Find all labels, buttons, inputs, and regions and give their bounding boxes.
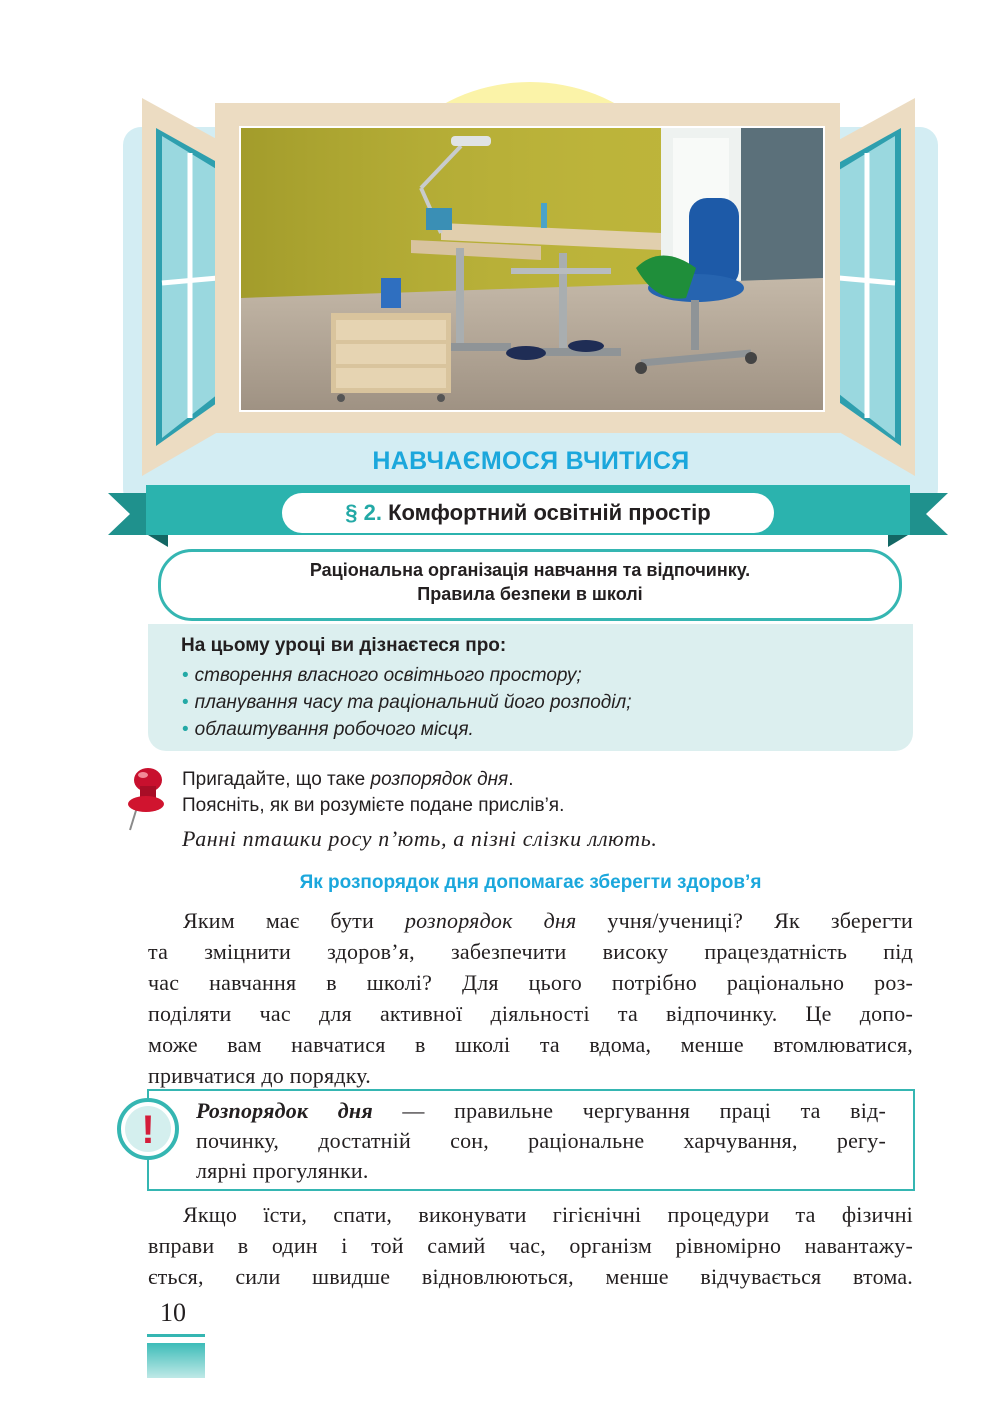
- term-italic: розпорядок дня: [404, 908, 577, 933]
- study-desk-illustration: [241, 128, 823, 410]
- definition-text: [196, 1096, 886, 1186]
- exclamation-icon: [116, 1097, 180, 1161]
- paragraph-title-text: Комфортний освітній простір: [388, 500, 711, 525]
- recall-term: розпорядок дня: [370, 769, 509, 790]
- recall-prompt: Пригадайте, що таке розпорядок дня.: [182, 769, 514, 790]
- body-paragraph-2: [148, 1199, 913, 1292]
- objective-item: • облаштування робочого місця.: [182, 719, 474, 740]
- paragraph-number: § 2.: [345, 500, 382, 525]
- text-line: Яким має бути розпорядок дня учня/учениці? Як зберегти: [183, 908, 913, 933]
- bullet-dot: •: [182, 665, 189, 686]
- definition-term: Розпорядок дня: [196, 1098, 373, 1123]
- text-line: лярні прогулянки.: [196, 1158, 369, 1183]
- subtitle-line-1: Раціональна організація навчання та відпочинку.: [309, 560, 751, 580]
- text-line: починку, достатній сон, раціональне харчування, регу-: [196, 1128, 886, 1153]
- page-number: 10: [160, 1298, 186, 1327]
- lesson-subtitle: [158, 549, 902, 621]
- text-line: поділяти час для активної діяльності та відпочинку. Це допо-: [148, 1001, 913, 1026]
- bullet-dot: •: [182, 692, 189, 713]
- text-line: може вам навчатися в школі та вдома, менше втомлюватися,: [148, 1032, 913, 1057]
- section-heading: НАВЧАЄМОСЯ ВЧИТИСЯ: [372, 447, 690, 475]
- page-number-rule: [147, 1334, 205, 1337]
- push-pin-icon: [126, 764, 170, 834]
- lesson-objectives-box: [148, 624, 913, 751]
- text-line: вправи в один і той самий час, організм рівномірно навантажу-: [148, 1233, 913, 1258]
- proverb-prompt: Поясніть, як ви розумієте подане прислів’я.: [182, 795, 565, 816]
- bullet-dot: •: [182, 719, 189, 740]
- text-line: Якщо їсти, спати, виконувати гігієнічні процедури та фізичні: [183, 1202, 913, 1227]
- objective-item: • планування часу та раціональний його розподіл;: [182, 692, 632, 713]
- text-line: привчатися до порядку.: [148, 1063, 371, 1088]
- body-paragraph-1: [148, 905, 913, 1091]
- text-line: Розпорядок дня — правильне чергування праці та від-: [196, 1098, 886, 1123]
- objective-item: • створення власного освітнього простору;: [182, 665, 582, 686]
- proverb: Ранні пташки росу п’ють, а пізні слізки ллють.: [182, 826, 658, 851]
- objectives-heading: На цьому уроці ви дізнаєтеся про:: [181, 635, 507, 656]
- study-desk-photo: [239, 126, 825, 412]
- paragraph-title: [282, 493, 774, 533]
- page-color-tab: [147, 1343, 205, 1378]
- text-line: та зміцнити здоров’я, забезпечити високу працездатність під: [148, 939, 913, 964]
- subsection-heading: Як розпорядок дня допомагає зберегти здоров’я: [299, 872, 762, 893]
- exclamation-mark: !: [141, 1108, 155, 1152]
- text-line: ється, сили швидше відновлюються, менше відчувається втома.: [148, 1264, 913, 1289]
- subtitle-line-2: Правила безпеки в школі: [417, 584, 643, 604]
- text-line: час навчання в школі? Для цього потрібно раціонально роз-: [148, 970, 913, 995]
